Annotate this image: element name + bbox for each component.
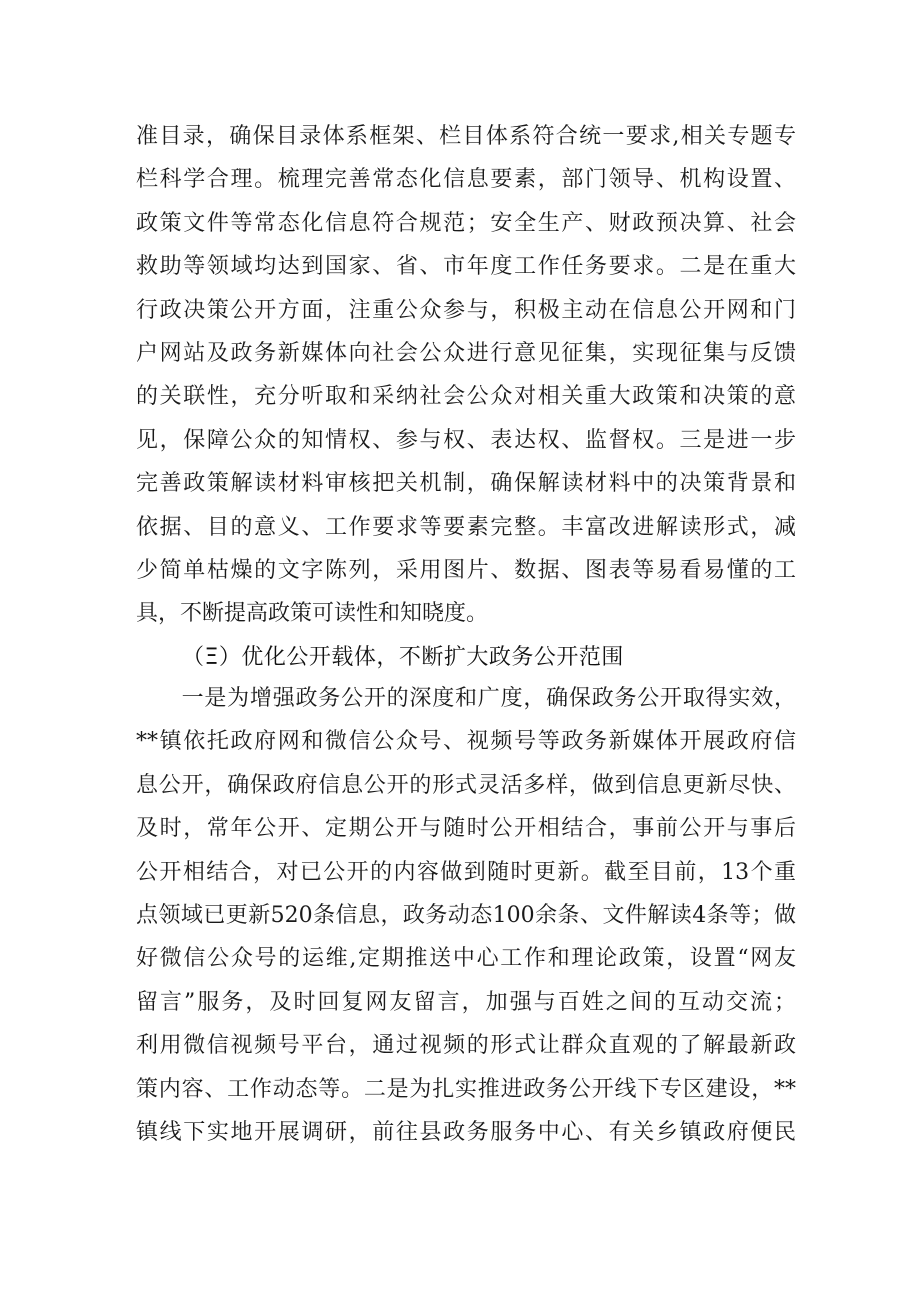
text-line: 策内容、工作动态等。二是为扎实推进政务公开线下专区建设，** [136,1076,796,1102]
text-line: 公开相结合，对已公开的内容做到随时更新。截至目前，13个重 [136,859,796,885]
text-line: 及时，常年公开、定期公开与随时公开相结合，事前公开与事后 [136,816,796,842]
text-line: 行政决策公开方面，注重公众参与，积极主动在信息公开网和门 [136,297,796,323]
text-line: 栏科学合理。梳理完善常态化信息要素，部门领导、机构设置、 [136,167,796,193]
text-line: 少简单枯燥的文字陈列，采用图片、数据、图表等易看易懂的工 [136,558,796,583]
text-line: 见，保障公众的知情权、参与权、表达权、监督权。三是进一步 [136,427,796,453]
text-line: 一是为增强政务公开的深度和广度，确保政务公开取得实效， [136,686,796,711]
text-line: 户网站及政务新媒体向社会公众进行意见征集，实现征集与反馈 [136,341,796,366]
text-line: 镇线下实地开展调研，前往县政务服务中心、有关乡镇政府便民 [136,1120,796,1145]
text-line: 息公开，确保政府信息公开的形式灵活多样，做到信息更新尽快、 [136,772,796,798]
text-line: **镇依托政府网和微信公众号、视频号等政务新媒体开展政府信 [136,729,796,755]
text-line: 准目录，确保目录体系框架、栏目体系符合统一要求,相关专题专 [136,124,796,149]
text-line: 利用微信视频号平台，通过视频的形式让群众直观的了解最新政 [136,1033,796,1059]
text-line: 完善政策解读材料审核把关机制，确保解读材料中的决策背景和 [136,471,796,497]
text-line: 依据、目的意义、工作要求等要素完整。丰富改进解读形式，减 [136,514,796,540]
text-line: 的关联性，充分听取和采纳社会公众对相关重大政策和决策的意 [136,384,796,410]
section-heading: （Ξ）优化公开载体，不断扩大政务公开范围 [182,645,624,670]
text-line: 具，不断提高政策可读性和知晓度。 [136,601,489,627]
text-line: 政策文件等常态化信息符合规范；安全生产、财政预决算、社会 [136,210,796,236]
text-line: 救助等领域均达到国家、省、市年度工作任务要求。二是在重大 [136,254,796,280]
text-line: 点领域已更新520条信息，政务动态100余条、文件解读4条等；做 [136,903,796,928]
text-line: 留言”服务，及时回复网友留言，加强与百姓之间的互动交流； [136,989,796,1015]
text-line: 好微信公众号的运维,定期推送中心工作和理论政策，设置“网友 [136,946,796,972]
